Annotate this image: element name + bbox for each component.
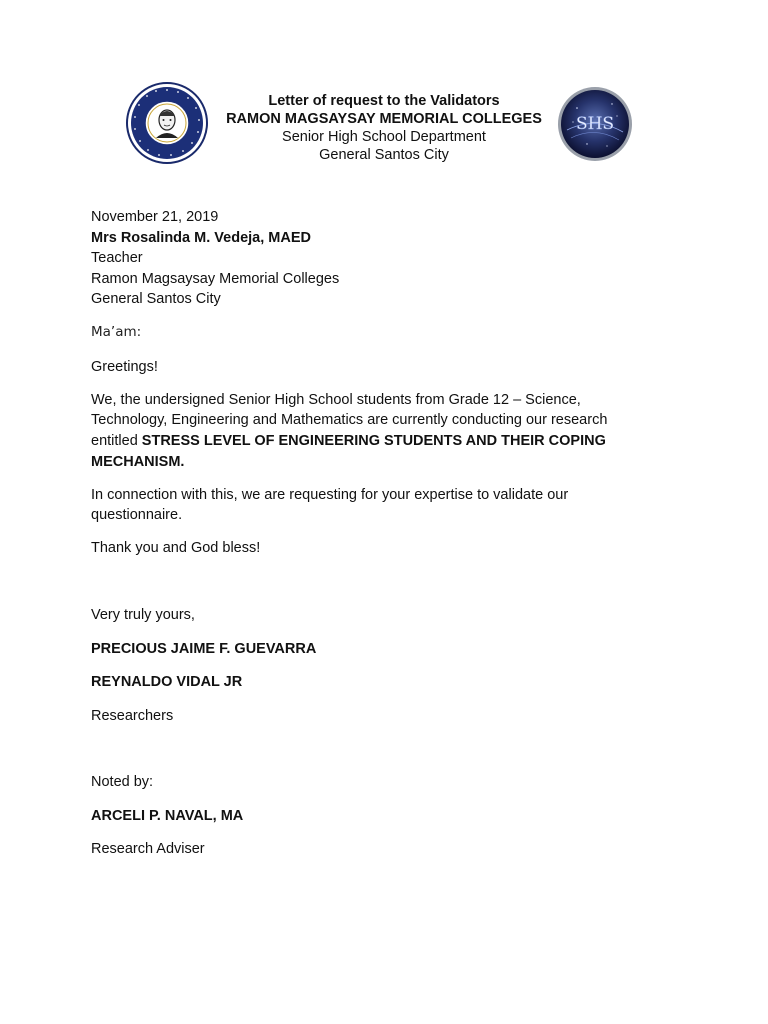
paragraph-2-line-2: questionnaire. (91, 507, 183, 523)
noted-by-label: Noted by: (91, 774, 154, 790)
greeting: Greetings! (91, 359, 158, 375)
letterhead (200, 92, 568, 164)
signatory-1: PRECIOUS JAIME F. GUEVARRA (91, 641, 317, 657)
closing-thanks: Thank you and God bless! (91, 540, 261, 556)
shs-emblem-icon (557, 86, 633, 162)
adviser-role: Research Adviser (91, 841, 205, 857)
letter-title: Letter of request to the Validators (268, 93, 500, 109)
school-name: RAMON MAGSAYSAY MEMORIAL COLLEGES (226, 111, 542, 127)
recipient-name: Mrs Rosalinda M. Vedeja, MAED (91, 230, 311, 246)
recipient-position: Teacher (91, 250, 143, 266)
paragraph-1-line-2: Technology, Engineering and Mathematics are currently conducting our research (91, 412, 608, 428)
signatory-role: Researchers (91, 708, 174, 724)
shs-emblem-text: SHS (575, 114, 615, 134)
adviser-name: ARCELI P. NAVAL, MA (91, 808, 244, 824)
letter-date: November 21, 2019 (91, 209, 219, 225)
salutation: Ma’am: (91, 324, 142, 340)
signatory-2: REYNALDO VIDAL JR (91, 674, 243, 690)
paragraph-1-line-3 (91, 431, 651, 452)
recipient-organization: Ramon Magsaysay Memorial Colleges (91, 271, 340, 287)
complimentary-close: Very truly yours, (91, 607, 195, 623)
school-city: General Santos City (319, 147, 449, 163)
paragraph-2-line-1: In connection with this, we are requesting for your expertise to validate our (91, 487, 569, 503)
research-title-continued: MECHANISM. (91, 454, 185, 470)
entitled-prefix: entitled (91, 433, 142, 449)
rmmc-seal-icon (126, 82, 208, 164)
paragraph-1-line-1: We, the undersigned Senior High School students from Grade 12 – Science, (91, 392, 581, 408)
research-title: STRESS LEVEL OF ENGINEERING STUDENTS AND THEIR COPING (141, 433, 606, 449)
department-name: Senior High School Department (282, 129, 486, 145)
recipient-city: General Santos City (91, 291, 221, 307)
